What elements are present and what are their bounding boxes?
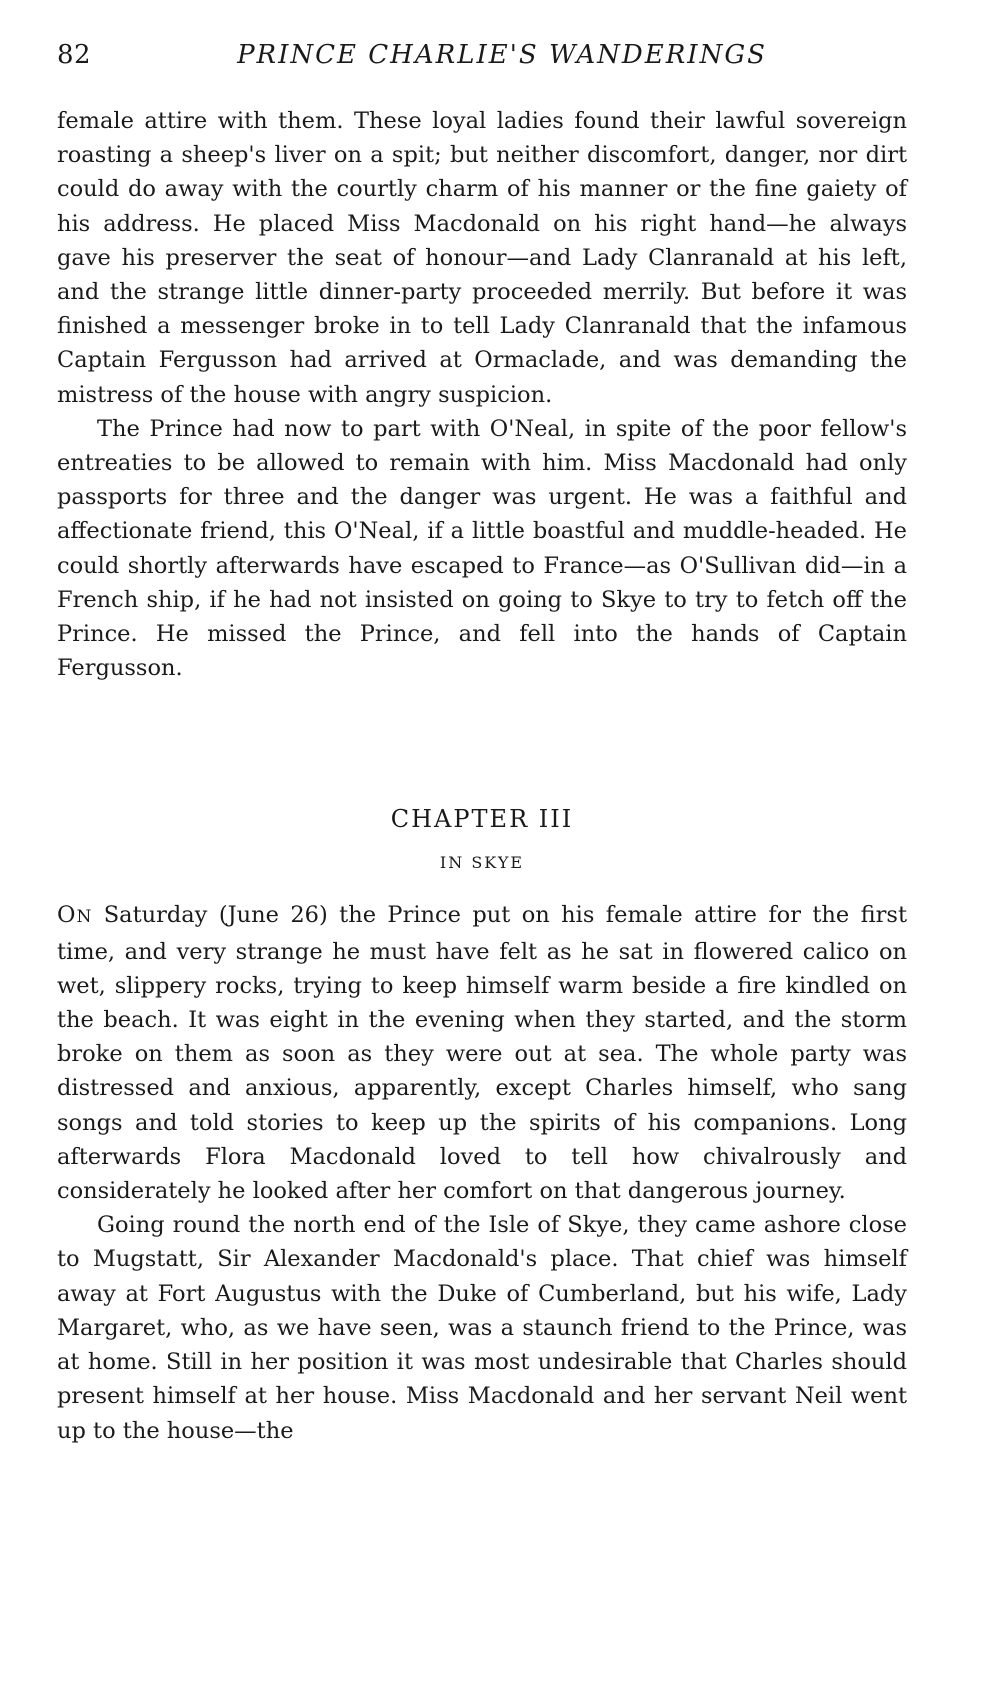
chapter-heading: [57, 805, 907, 872]
chapter-opening-paragraph: [57, 898, 907, 1208]
section-before-chapter: [57, 104, 907, 685]
running-title: PRINCE CHARLIE'S WANDERINGS: [237, 40, 767, 70]
paragraph-continued: female attire with them. These loyal ladies found their lawful sovereign roasting a sheep's liver on a spit; but neither discomfort, danger, nor dirt could do away with the courtly charm of his manner or the fine gaiety of his address. He placed Miss Macdonald on his right hand—he always gave his preserver the seat of honour—and Lady Clanranald at his left, and the strange little dinner-party proceeded merrily. But before it was finished a messenger broke in to tell Lady Clanranald that the infamous Captain Fergusson had arrived at Ormaclade, and was demanding the mistress of the house with angry suspicion.: [57, 108, 907, 408]
paragraph: The Prince had now to part with O'Neal, in spite of the poor fellow's entreaties to be allowed to remain with him. Miss Macdonald had only passports for three and the danger was urgent. He was a faithful and affectionate friend, this O'Neal, if a little boastful and muddle-headed. He could shortly afterwards have escaped to France—as O'Sullivan did—in a French ship, if he had not insisted on going to Skye to try to fetch off the Prince. He missed the Prince, and fell into the hands of Captain Fergusson.: [57, 415, 907, 682]
chapter-body: [57, 898, 907, 1447]
chapter-title: CHAPTER III: [390, 805, 574, 834]
paragraph: Going round the north end of the Isle of Skye, they came ashore close to Mugstatt, Sir Alexander Macdonald's place. That chief was himself away at Fort Augustus with the Duke of Cumberland, but his wife, Lady Margaret, who, as we have seen, was a staunch friend to the Prince, was at home. Still in her position it was most undesirable that Charles should present himself at her house. Miss Macdonald and her servant Neil went up to the house—the: [57, 1212, 907, 1444]
book-page: [57, 40, 907, 1448]
page-number: 82: [57, 40, 92, 70]
opening-paragraph-text: Saturday (June 26) the Prince put on his female attire for the first time, and very strange he must have felt as he sat in flowered calico on wet, slippery rocks, trying to keep himself warm beside a fire kindled on the beach. It was eight in the evening when they started, and the storm broke on them as soon as they were out at sea. The whole party was distressed and anxious, apparently, except Charles himself, who sang songs and told stories to keep up the spirits of his companions. Long afterwards Flora Macdonald loved to tell how chivalrously and considerately he looked after her comfort on that dangerous journey.: [57, 902, 907, 1205]
chapter-subtitle: IN SKYE: [439, 853, 525, 873]
opening-word: ON: [57, 902, 93, 929]
running-head: [57, 40, 907, 80]
